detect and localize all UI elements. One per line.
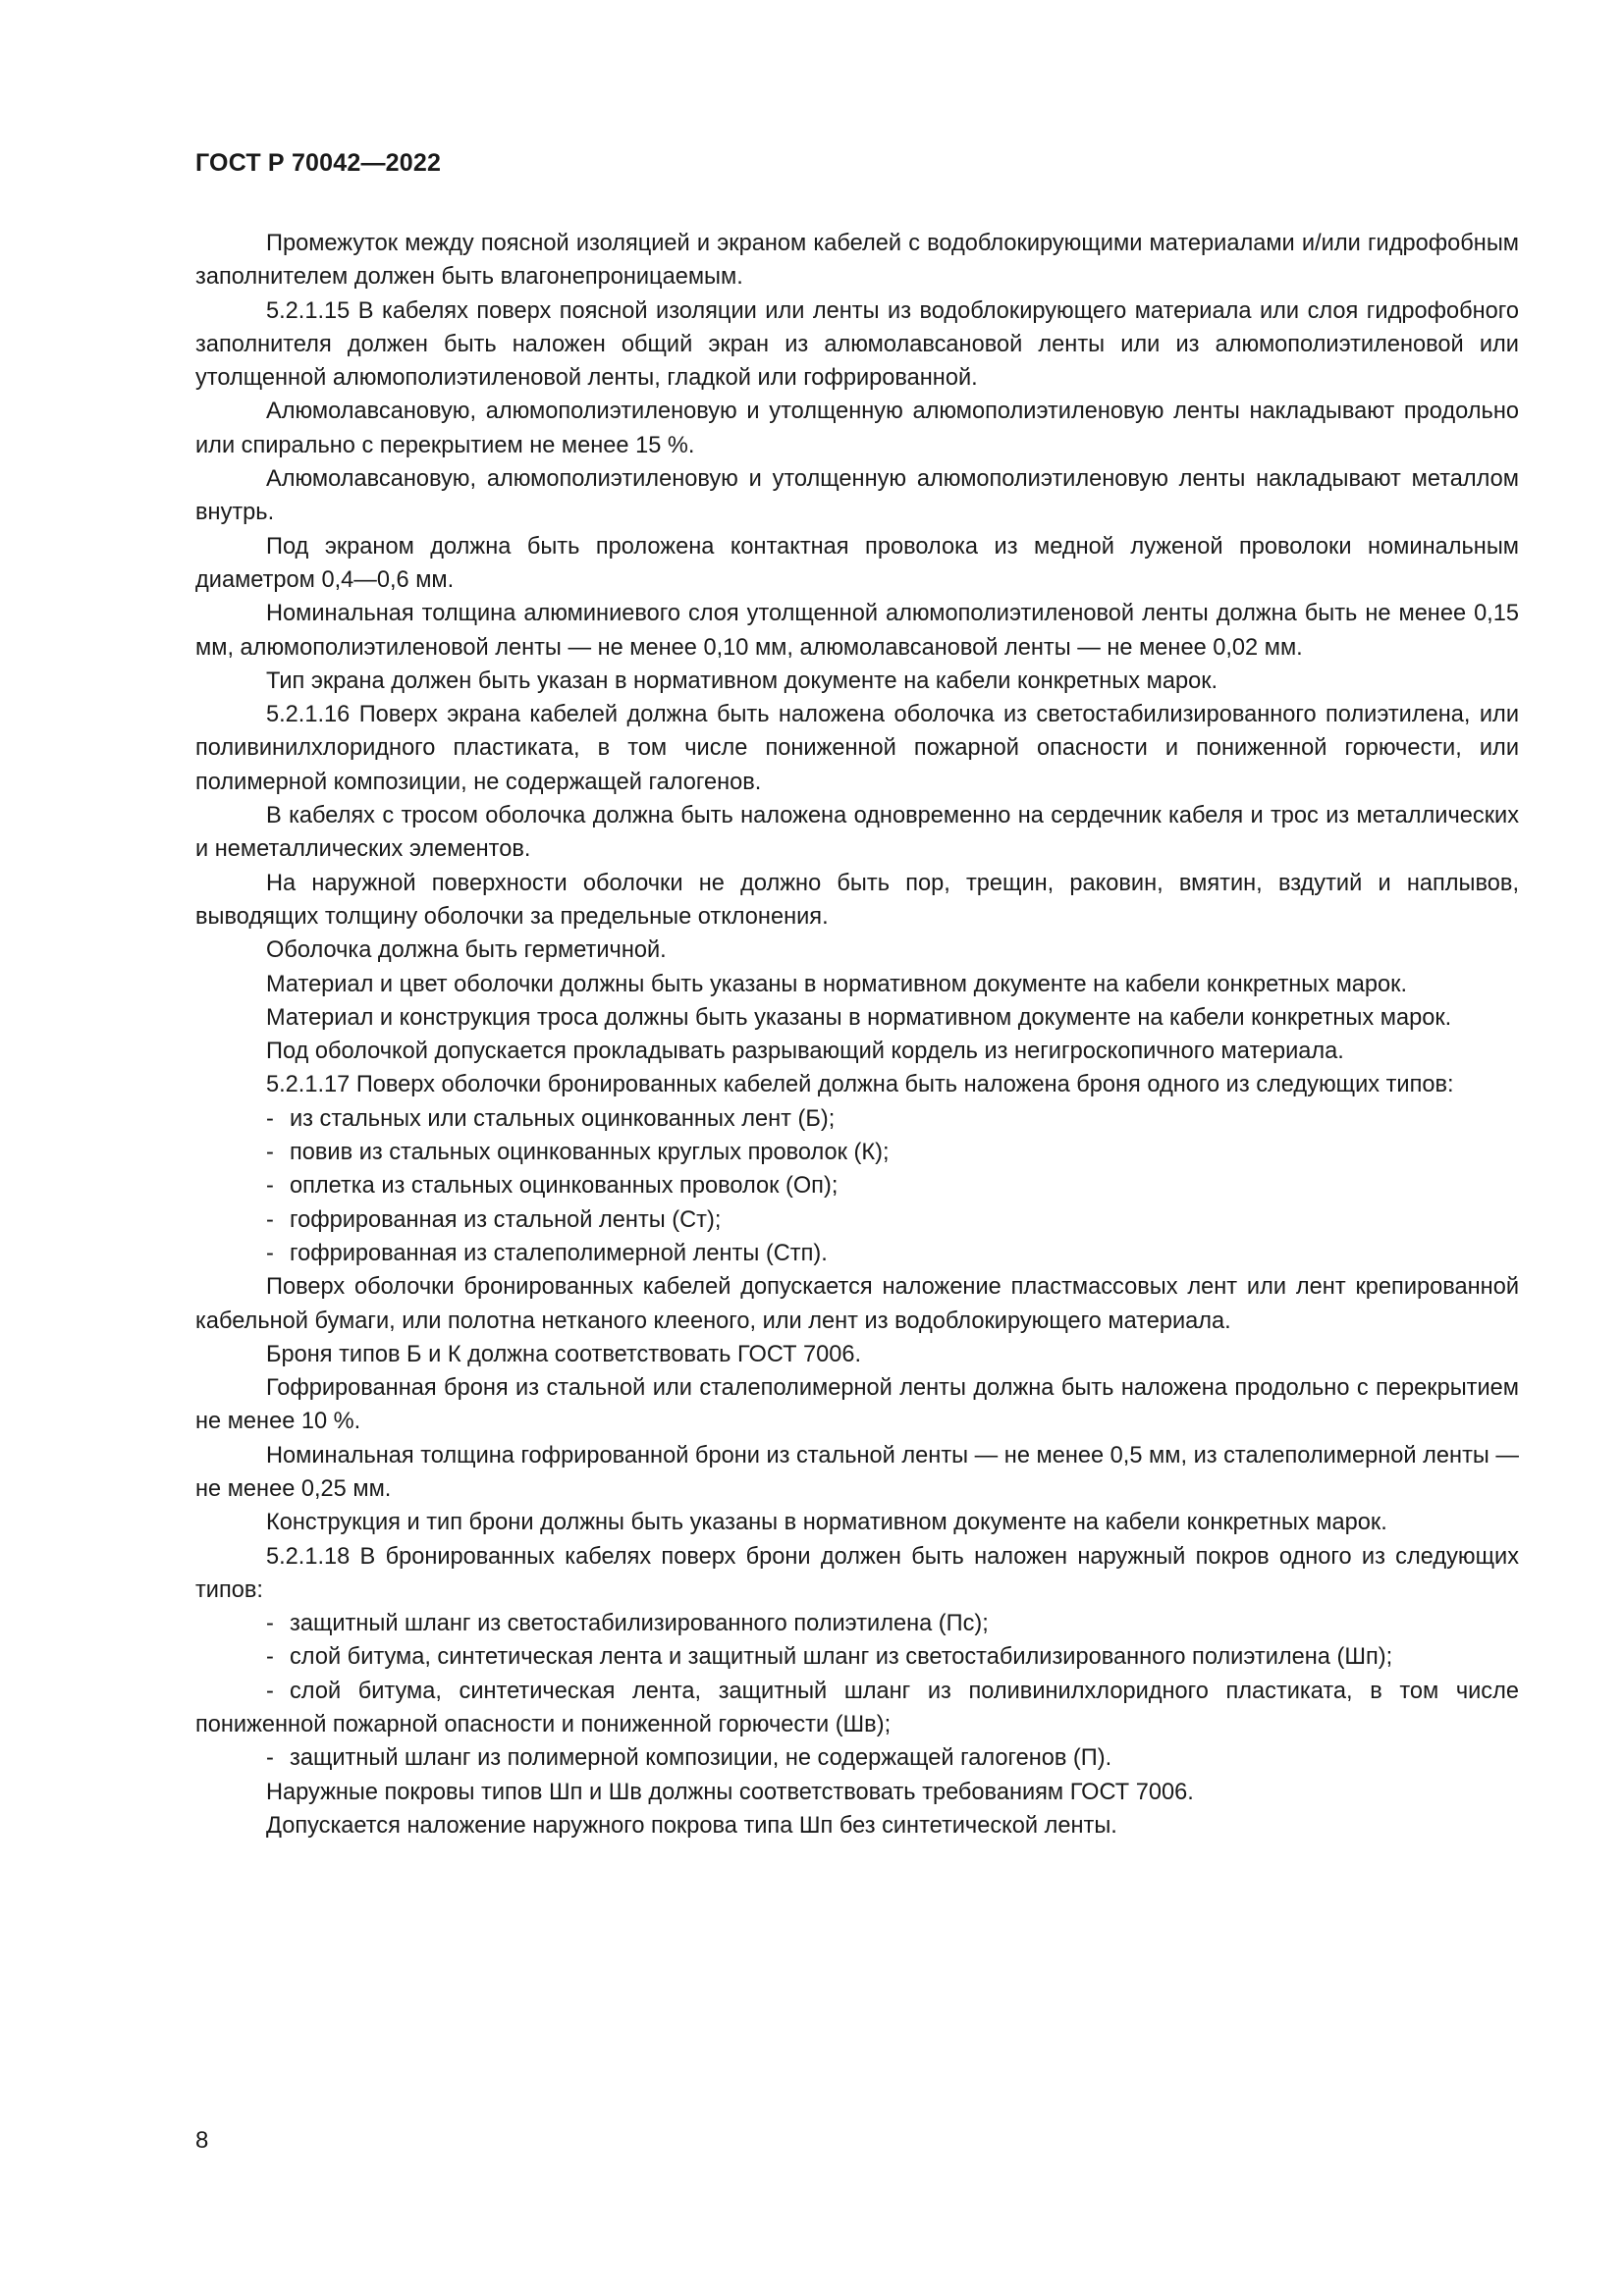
paragraph: 5.2.1.18 В бронированных кабелях поверх брони должен быть наложен наружный покров одного из следующих типов: [195,1543,1519,1603]
paragraph: 5.2.1.17 Поверх оболочки бронированных кабелей должна быть наложена броня одного из следующих типов: [266,1072,1454,1098]
list-item [195,1675,1519,1742]
paragraph: На наружной поверхности оболочки не должно быть пор, трещин, раковин, вмятин, вздутий и наплывов, выводящих толщину оболочки за предельные отклонения. [195,870,1519,930]
document-header-title: ГОСТ Р 70042—2022 [195,149,442,177]
paragraph: Броня типов Б и К должна соответствовать ГОСТ 7006. [266,1341,862,1367]
list-item-text: повив из стальных оцинкованных круглых проволок (К); [290,1140,890,1166]
list-item [195,1237,1519,1270]
document-body [195,227,1519,1842]
paragraph: Под оболочкой допускается прокладывать разрывающий кордель из негигроскопичного материала. [266,1039,1344,1065]
list-marker: - [266,1644,274,1671]
paragraph: 5.2.1.16 Поверх экрана кабелей должна быть наложена оболочка из светостабилизированного полиэтилена, или поливинилхлоридного пластиката, в том числе пониженной пожарной опасности и пониженной горючести, или полимерной композиции, не содержащей галогенов. [195,702,1519,795]
paragraph: Конструкция и тип брони должны быть указаны в нормативном документе на кабели конкретных марок. [266,1510,1387,1536]
paragraph: Под экраном должна быть проложена контактная проволока из медной луженой проволоки номинальным диаметром 0,4—0,6 мм. [195,533,1519,593]
paragraph: Тип экрана должен быть указан в нормативном документе на кабели конкретных марок. [266,667,1218,694]
list-item-text: гофрированная из сталеполимерной ленты (Стп). [290,1240,828,1266]
paragraph: Номинальная толщина алюминиевого слоя утолщенной алюмополиэтиленовой ленты должна быть не менее 0,15 мм, алюмополиэтиленовой ленты — не менее 0,10 мм, алюмолавсановой ленты — не менее 0,02 мм. [195,601,1519,661]
list-marker: - [266,1206,274,1233]
list-item-text: защитный шланг из светостабилизированного полиэтилена (Пс); [290,1611,989,1637]
list-item [195,1102,1519,1136]
paragraph: Оболочка должна быть герметичной. [266,937,667,964]
list-item [195,1607,1519,1640]
paragraph: Гофрированная броня из стальной или сталеполимерной ленты должна быть наложена продольно с перекрытием не менее 10 %. [195,1375,1519,1435]
page-number: 8 [195,2127,209,2154]
paragraph: Алюмолавсановую, алюмополиэтиленовую и утолщенную алюмополиэтиленовую ленты накладывают металлом внутрь. [195,466,1519,526]
paragraph: Номинальная толщина гофрированной брони из стальной ленты — не менее 0,5 мм, из сталеполимерной ленты — не менее 0,25 мм. [195,1442,1519,1502]
list-marker: - [266,1240,274,1266]
list-marker: - [266,1105,274,1132]
paragraph: Материал и конструкция троса должны быть указаны в нормативном документе на кабели конкретных марок. [266,1004,1452,1031]
list-marker: - [266,1611,274,1637]
list-item-text: гофрированная из стальной ленты (Ст); [290,1206,722,1233]
list-item [195,1169,1519,1202]
paragraph: Промежуток между поясной изоляцией и экраном кабелей с водоблокирующими материалами и/или гидрофобным заполнителем должен быть влагонепроницаемым. [195,231,1519,291]
list-marker: - [266,1678,274,1704]
paragraph: Поверх оболочки бронированных кабелей допускается наложение пластмассовых лент или лент крепированной кабельной бумаги, или полотна нетканого клееного, или лент из водоблокирующего материала. [195,1274,1519,1334]
list-item [195,1741,1519,1775]
list-item-text: защитный шланг из полимерной композиции, не содержащей галогенов (П). [290,1745,1112,1772]
paragraph: Наружные покровы типов Шп и Шв должны соответствовать требованиям ГОСТ 7006. [266,1779,1194,1805]
paragraph: Допускается наложение наружного покрова типа Шп без синтетической ленты. [266,1812,1117,1839]
list-item-text: слой битума, синтетическая лента и защитный шланг из светостабилизированного полиэтилена (Шп); [290,1644,1393,1671]
paragraph: Алюмолавсановую, алюмополиэтиленовую и утолщенную алюмополиэтиленовую ленты накладывают продольно или спирально с перекрытием не менее 15 %. [195,399,1519,458]
list-item-text: из стальных или стальных оцинкованных лент (Б); [290,1105,836,1132]
list-marker: - [266,1140,274,1166]
paragraph: Материал и цвет оболочки должны быть указаны в нормативном документе на кабели конкретных марок. [266,971,1408,997]
list-item [195,1203,1519,1237]
list-item-text: слой битума, синтетическая лента, защитный шланг из поливинилхлоридного пластиката, в том числе пониженной пожарной опасности и пониженной горючести (Шв); [195,1678,1519,1738]
paragraph: В кабелях с тросом оболочка должна быть наложена одновременно на сердечник кабеля и трос из металлических и неметаллических элементов. [195,803,1519,863]
list-item [195,1640,1519,1674]
list-item [195,1136,1519,1169]
list-marker: - [266,1745,274,1772]
paragraph: 5.2.1.15 В кабелях поверх поясной изоляции или ленты из водоблокирующего материала или слоя гидрофобного заполнителя должен быть наложен общий экран из алюмолавсановой ленты или из алюмополиэтиленовой или утолщенной алюмополиэтиленовой ленты, гладкой или гофрированной. [195,297,1519,392]
list-item-text: оплетка из стальных оцинкованных проволок (Оп); [290,1173,839,1200]
list-marker: - [266,1173,274,1200]
